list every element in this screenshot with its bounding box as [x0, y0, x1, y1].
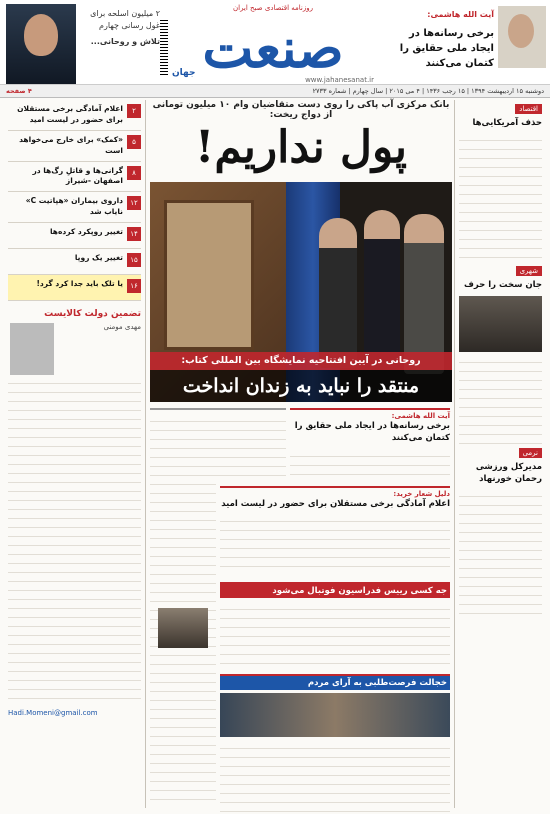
- news-body-text: [220, 601, 450, 665]
- main-headline[interactable]: پول نداریم!: [195, 122, 407, 173]
- right-portrait-photo: [498, 6, 546, 68]
- logo-tagline: روزنامه اقتصادی صبح ایران: [232, 4, 314, 12]
- right-kicker: آیت الله هاشمی:: [427, 10, 494, 19]
- news-body-text: [220, 740, 450, 812]
- teaser-title: تغییر روپکرد کرده‌ها: [49, 227, 123, 236]
- teaser-page-number: ۱۴: [127, 227, 141, 241]
- photo-plaque: [164, 200, 254, 350]
- news-title: جه کسی رییس فدراسیون فوتبال می‌شود: [220, 584, 450, 598]
- news-body-text: [290, 448, 450, 478]
- sidebar-title[interactable]: حذف آمریکایی‌ها: [472, 118, 542, 128]
- column-headline[interactable]: تضمین دولت کالایست: [44, 309, 141, 319]
- barcode: [160, 20, 168, 76]
- date-line: دوشنبه ۱۵ اردیبهشت ۱۳۹۴ | ۱۵ رجب ۱۴۳۶ | ۴ می ۲۰۱۵ | سال چهارم | شماره ۲۷۳۳: [312, 87, 544, 95]
- left-blurb: [82, 8, 160, 48]
- sidebar-photo: [459, 296, 542, 352]
- news-title: خجالت فرصت‌طلبی به آرای مردم: [220, 676, 450, 690]
- right-sidebar: [454, 100, 546, 808]
- author-avatar: [10, 323, 54, 375]
- teaser-item[interactable]: [8, 223, 141, 249]
- news-photo: [220, 693, 450, 737]
- main-photo: [150, 182, 452, 402]
- sidebar-title[interactable]: جان سخت را حرف: [463, 279, 542, 290]
- left-blurb-text: ۲ میلیون اسلحه برای غول رسانی چهارم: [90, 9, 160, 30]
- sidebar-title[interactable]: مدیرکل ورزشی رحمان خورنهاد: [475, 461, 542, 485]
- issue-number: ۴ صفحه: [6, 87, 32, 95]
- teaser-item[interactable]: [8, 100, 141, 131]
- news-block[interactable]: [220, 674, 450, 808]
- sidebar-body-text: [459, 132, 542, 262]
- left-headline: تلاش و روحانی...: [90, 37, 160, 46]
- news-body-text: [216, 413, 286, 483]
- photo-caption-headline[interactable]: منتقد را نباید به زندان انداخت: [150, 370, 452, 402]
- sidebar-body-text: [459, 488, 542, 618]
- photo-person-1: [319, 218, 357, 368]
- column-body-text: [8, 375, 141, 705]
- teaser-item[interactable]: [8, 192, 141, 223]
- logo-sub: جهان: [172, 68, 196, 78]
- section-tag: شهری: [516, 266, 542, 276]
- teaser-title: یا تلک باید جدا کرد گرد!: [36, 279, 123, 288]
- news-block[interactable]: [220, 582, 450, 670]
- main-subhead: بانک مرکزی آب پاکی را روی دست متقاضیان وام ۱۰ میلیون تومانی از دواج ریخت:: [152, 100, 450, 120]
- teaser-page-number: ۵: [127, 135, 141, 149]
- section-tag: نرمی: [519, 448, 542, 458]
- teaser-item[interactable]: [8, 131, 141, 162]
- news-body-text: [220, 513, 450, 567]
- sidebar-body-text: [459, 354, 542, 444]
- teaser-page-number: ۲: [127, 104, 141, 118]
- teaser-title: داروی بیماران «هپاتیت C» نایاب شد: [25, 196, 123, 217]
- teaser-item-highlight[interactable]: [8, 275, 141, 301]
- teaser-page-number: ۱۲: [127, 196, 141, 210]
- logo: [168, 4, 378, 84]
- teaser-title: اعلام آمادگی برخی مستقلان برای حضور در لیست امید: [17, 104, 123, 124]
- teaser-item[interactable]: [8, 162, 141, 193]
- teaser-title: گرانی‌ها و قاتلِ رگ‌ها در اصفهان -شیراز: [32, 165, 123, 186]
- opinion-column: [8, 309, 141, 717]
- small-photo: [158, 608, 208, 648]
- right-headline[interactable]: برخی رسانه‌ها در ایجاد ملی حقایق را کتمان می‌کنند: [399, 28, 494, 69]
- teaser-page-number: ۱۵: [127, 253, 141, 267]
- photo-person-3: [404, 214, 444, 374]
- logo-wordmark: صنعت: [202, 16, 344, 80]
- left-sidebar: [4, 100, 146, 808]
- news-block[interactable]: [290, 408, 450, 482]
- left-portrait-photo: [6, 4, 76, 92]
- photo-caption-kicker: روحانی در آیین افتتاحیه نمایشگاه بین المللی کتاب:: [150, 352, 452, 370]
- teaser-title: «کمک» برای خارج می‌خواهد است: [19, 134, 123, 155]
- author-email[interactable]: Hadi.Momeni@gmail.com: [8, 709, 98, 717]
- news-title: برخی رسانه‌ها در ایجاد ملی حقایق را کتمان می‌کنند: [294, 421, 450, 444]
- section-tag: اقتصاد: [515, 104, 542, 114]
- teaser-title: تغییر یک روپا: [74, 253, 123, 262]
- news-kicker: آیت الله هاشمی:: [391, 412, 450, 420]
- site-url[interactable]: www.jahanesanat.ir: [305, 76, 374, 84]
- author-name: مهدی مومنی: [103, 323, 141, 331]
- news-column-narrow: [216, 408, 286, 482]
- teaser-item[interactable]: [8, 249, 141, 275]
- date-bar: [0, 84, 550, 97]
- masthead: [0, 0, 550, 98]
- teaser-page-number: ۸: [127, 166, 141, 180]
- news-title: اعلام آمادگی برخی مستقلان برای حضور در لیست امید: [221, 499, 450, 509]
- news-kicker: دلیل شعار خرید:: [393, 490, 450, 498]
- teaser-page-number: ۱۶: [127, 279, 141, 293]
- news-block[interactable]: [220, 486, 450, 578]
- photo-person-2: [364, 210, 400, 370]
